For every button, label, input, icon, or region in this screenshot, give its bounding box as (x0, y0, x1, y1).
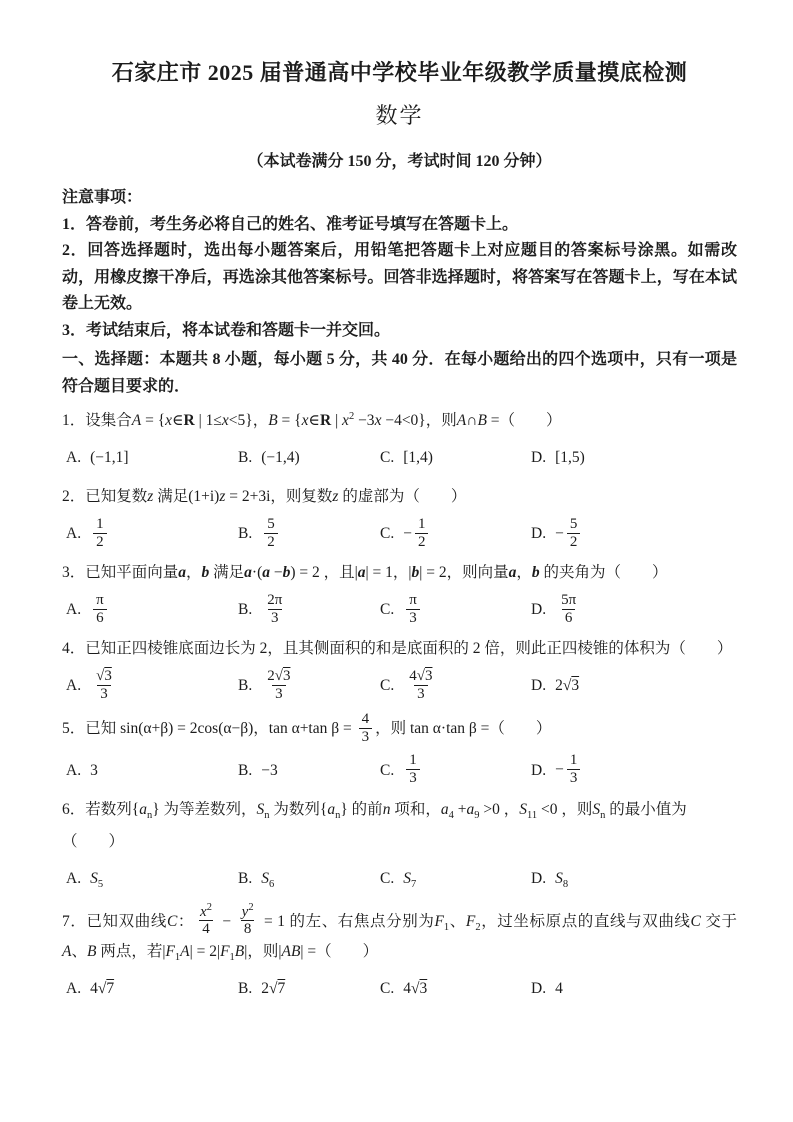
question-5 (62, 712, 737, 789)
option-value: $\frac{1}{3}$ (403, 753, 423, 788)
question-3-option-C (380, 592, 531, 628)
option-value: 3 (90, 761, 98, 779)
question-list (62, 408, 737, 1007)
option-value: 2√3 (555, 677, 580, 694)
option-value: − $\frac{1}{3}$ (555, 753, 583, 788)
notice-item-1: 1．答卷前，考生务必将自己的姓名、准考证号填写在答题卡上。 (62, 215, 519, 233)
question-5-option-D (531, 753, 737, 789)
option-value: (−1,1] (90, 449, 129, 466)
question-7-option-A (66, 971, 238, 1007)
option-value: − $\frac{5}{2}$ (555, 517, 583, 552)
question-6-option-A (66, 861, 238, 897)
option-label: B. (238, 677, 253, 694)
section-1-header: 一、选择题：本题共 8 小题，每小题 5 分，共 40 分．在每小题给出的四个选项中，只有一项是符合题目要求的． (62, 351, 737, 395)
question-2-option-B (238, 516, 380, 552)
option-value: $S_8$ (555, 869, 569, 890)
option-value: 2√7 (261, 980, 286, 998)
option-label: C. (380, 677, 395, 694)
question-3-stem: 3．已知平面向量a，b 满足a·(a −b) = 2 ，且|a| = 1，|b| = 2，则向量a，b 的夹角为（ ） (62, 564, 668, 581)
question-3-options (62, 592, 737, 628)
question-6-stem: 6．若数列$\{a_n\}$ 为等差数列，$S_n$ 为数列$\{a_n\}$ 的前n 项和，$a_4 +a_9 >0$ ，$S_{11} <0$ ，则$S_n$ 的最小值为 (62, 800, 687, 821)
question-1 (62, 408, 737, 476)
question-4-option-A (66, 668, 238, 704)
option-value: $S_5$ (90, 869, 104, 890)
option-label: C. (380, 761, 395, 779)
option-label: A. (66, 869, 82, 887)
option-value: −3 (261, 761, 278, 779)
option-value: $\frac{1}{2}$ (90, 517, 110, 552)
option-label: B. (238, 869, 253, 887)
question-2-option-C (380, 516, 531, 552)
option-label: D. (531, 761, 547, 779)
option-label: D. (531, 525, 547, 542)
option-label: D. (531, 449, 547, 466)
question-5-stem: 5．已知 sin(α+β) = 2cos(α−β)，tan α+tan β = $\frac{4}{3}$ ，则 tan α·tan β =（ ） (62, 711, 552, 745)
question-7-option-B (238, 971, 380, 1007)
question-7 (62, 901, 737, 1008)
option-value: 4 (555, 980, 563, 998)
question-7-option-C (380, 971, 531, 1007)
option-label: B. (238, 525, 253, 542)
option-label: C. (380, 601, 395, 618)
option-value: $S_6$ (261, 869, 275, 890)
page-title: 石家庄市 2025 届普通高中学校毕业年级教学质量摸底检测 (111, 60, 688, 85)
subject-title: 数学 (375, 103, 424, 128)
question-6-option-D (531, 861, 737, 897)
option-label: A. (66, 980, 82, 998)
option-value: 4√3 (403, 980, 428, 998)
question-4-options (62, 668, 737, 704)
option-value: $\frac{\pi}{3}$ (403, 593, 423, 628)
option-label: B. (238, 601, 253, 618)
option-label: B. (238, 980, 253, 998)
option-label: D. (531, 869, 547, 887)
question-5-option-A (66, 753, 238, 789)
notice-item-2: 2．回答选择题时，选出每小题答案后，用铅笔把答题卡上对应题目的答案标号涂黑。如需改动，用橡皮擦干净后，再选涂其他答案标号。回答非选择题时，将答案写在答题卡上，写在本试卷上无效。 (62, 242, 737, 312)
question-4-stem: 4．已知正四棱锥底面边长为 2，且其侧面积的和是底面积的 2 倍，则此正四棱锥的体积为（ ） (62, 640, 733, 657)
question-6 (62, 797, 737, 897)
option-label: C. (380, 980, 395, 998)
question-1-option-A (66, 440, 238, 476)
notice-item-3: 3．考试结束后，将本试卷和答题卡一并交回。 (62, 321, 391, 339)
notice-section (62, 185, 737, 344)
question-4 (62, 636, 737, 704)
question-4-option-C (380, 668, 531, 704)
option-label: A. (66, 761, 82, 779)
question-3 (62, 560, 737, 628)
option-label: A. (66, 677, 82, 694)
question-1-option-C (380, 440, 531, 476)
option-label: B. (238, 761, 253, 779)
question-2-options (62, 516, 737, 552)
option-label: C. (380, 869, 395, 887)
question-7-options (62, 971, 737, 1007)
question-1-stem: 1．设集合A = {x∈R | 1≤x<5}，B = {x∈R | $x^2 -3x -4<0$}，则A∩B =（ ） (62, 410, 562, 429)
question-7-option-D (531, 971, 737, 1007)
option-value: 4√7 (90, 980, 115, 998)
question-2-option-A (66, 516, 238, 552)
question-6-option-B (238, 861, 380, 897)
option-label: A. (66, 449, 82, 466)
option-value: $\frac{2\pi}{3}$ (267, 591, 283, 626)
option-label: C. (380, 449, 395, 466)
exam-info-line: （本试卷满分 150 分，考试时间 120 分钟） (247, 153, 552, 170)
question-3-option-D (531, 592, 737, 628)
option-label: D. (531, 980, 547, 998)
option-label: C. (380, 525, 395, 542)
question-6-option-C (380, 861, 531, 897)
option-label: A. (66, 525, 82, 542)
option-value: $\frac{√3}{3}$ (96, 667, 112, 702)
option-value: (−1,4) (261, 449, 300, 466)
option-value: $\frac{4√3}{3}$ (409, 667, 433, 702)
question-5-option-B (238, 753, 380, 789)
question-6-answer-blank: （ ） (62, 832, 125, 850)
option-value: [1,5) (555, 449, 585, 466)
question-1-option-D (531, 440, 737, 476)
question-1-options (62, 440, 737, 476)
question-3-option-A (66, 592, 238, 628)
option-label: D. (531, 677, 547, 694)
question-2-stem: 2．已知复数z 满足(1+i)z = 2+3i，则复数z 的虚部为（ ） (62, 488, 467, 505)
option-label: D. (531, 601, 547, 618)
question-5-option-C (380, 753, 531, 789)
option-value: $S_7$ (403, 869, 417, 890)
question-3-option-B (238, 592, 380, 628)
question-4-option-B (238, 668, 380, 704)
option-label: A. (66, 601, 82, 618)
option-value: [1,4) (403, 449, 433, 466)
option-value: $\frac{5}{2}$ (261, 517, 281, 552)
option-value: $\frac{\pi}{6}$ (90, 593, 110, 628)
notice-header: 注意事项： (62, 189, 143, 206)
question-4-option-D (531, 668, 737, 704)
question-5-options (62, 753, 737, 789)
option-value: $\frac{2√3}{3}$ (267, 667, 291, 702)
option-value: − $\frac{1}{2}$ (403, 517, 431, 552)
question-7-stem: 7．已知双曲线C： $\frac{x^2}{4}$ − $\frac{y^2}{8}$ = 1 的左、右焦点分别为$F_1$、$F_2$，过坐标原点的直线与双曲线C 交于A、B 两点，若$|F_1A| = 2|F_1B|$，则|AB| =（ ） (62, 901, 737, 964)
question-2 (62, 484, 737, 552)
question-2-option-D (531, 516, 737, 552)
option-label: B. (238, 449, 253, 466)
option-value: $\frac{5\pi}{6}$ (561, 591, 577, 626)
question-6-options (62, 861, 737, 897)
question-1-option-B (238, 440, 380, 476)
